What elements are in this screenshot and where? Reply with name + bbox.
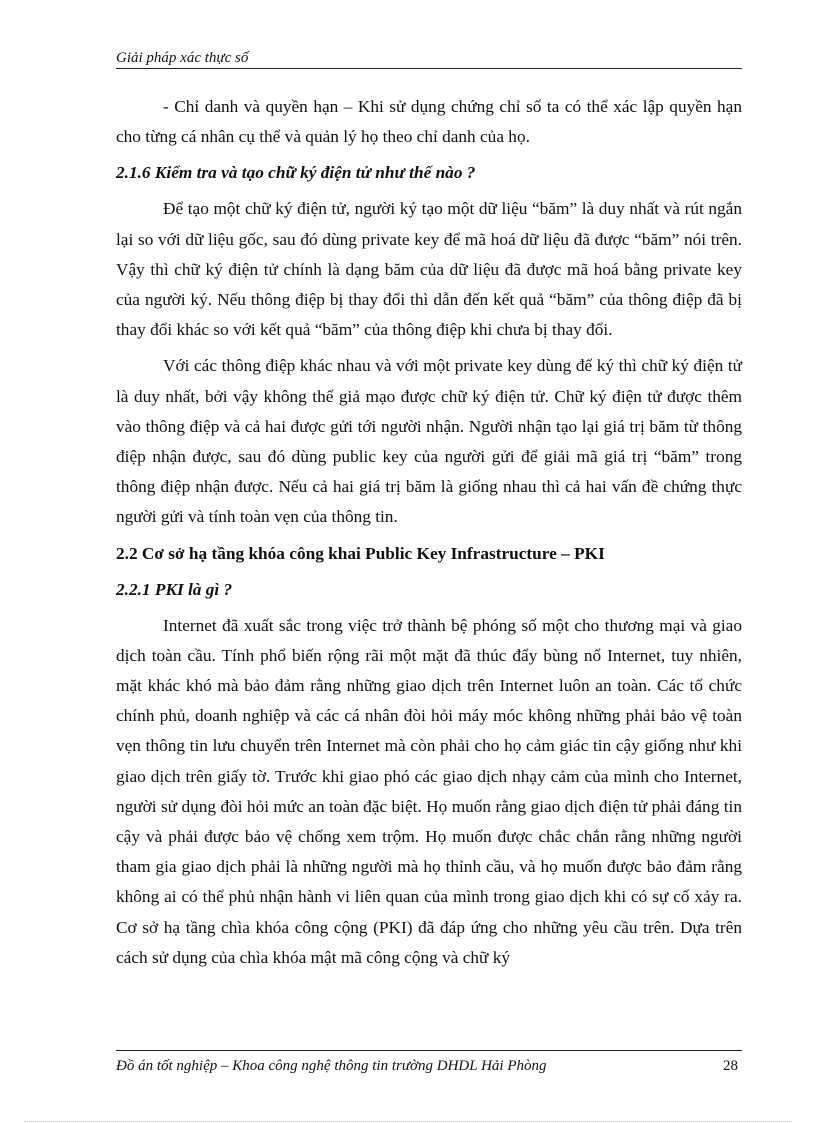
paragraph-create-signature: Để tạo một chữ ký điện tử, người ký tạo một dữ liệu “băm” là duy nhất và rút ngắn lại so với dữ liệu gốc, sau đó dùng private key để mã hoá dữ liệu đã được “băm” nói trên. Vậy thì chữ ký điện tử chính là dạng băm của dữ liệu đã được mã hoá bằng private key của người ký. Nếu thông điệp bị thay đổi thì dẫn đến kết quả “băm” của thông điệp đã bị thay đổi khác so với kết quả “băm” của thông điệp khi chưa bị thay đổi. <box>116 199 742 340</box>
paragraph-designation-rights: - Chỉ danh và quyền hạn – Khi sử dụng chứng chỉ số ta có thể xác lập quyền hạn cho từng cá nhân cụ thể và quản lý họ theo chỉ danh của họ. <box>116 97 742 147</box>
page-number: 28 <box>723 1058 738 1074</box>
running-footer <box>116 1050 742 1075</box>
heading-2-2-pki: 2.2 Cơ sở hạ tầng khóa công khai Public Key Infrastructure – PKI <box>116 543 605 563</box>
running-header: Giải pháp xác thực số <box>116 49 742 69</box>
heading-2-1-6: 2.1.6 Kiểm tra và tạo chữ ký điện tử như thế nào ? <box>116 163 476 183</box>
heading-2-2-1: 2.2.1 PKI là gì ? <box>116 579 233 599</box>
page-body <box>116 92 742 973</box>
paragraph-verify-signature: Với các thông điệp khác nhau và với một private key dùng để ký thì chữ ký điện tử là duy nhất, bởi vậy không thể giả mạo được chữ ký điện tử. Chữ ký điện tử được thêm vào thông điệp và cả hai được gửi tới người nhận. Người nhận tạo lại giá trị băm từ thông điệp nhận được, sau đó dùng public key của người gửi để giải mã giá trị “băm” trong thông điệp nhận được. Nếu cả hai giá trị băm là giống nhau thì cả hai vấn đề chứng thực người gửi và tính toàn vẹn của thông tin. <box>116 356 742 527</box>
page-bottom-divider <box>24 1121 792 1122</box>
paragraph-internet-pki: Internet đã xuất sắc trong việc trở thành bệ phóng số một cho thương mại và giao dịch toàn cầu. Tính phổ biến rộng rãi một mặt đã thúc đẩy bùng nổ Internet, tuy nhiên, mặt khác khó mà bảo đảm rằng những giao dịch trên Internet luôn an toàn. Các tổ chức chính phủ, doanh nghiệp và các cá nhân đòi hỏi máy móc không những phải bảo vệ toàn vẹn thông tin lưu chuyển trên Internet mà còn phải cho họ cảm giác tin cậy giống như khi giao dịch trên giấy tờ. Trước khi giao phó các giao dịch nhạy cảm của mình cho Internet, người sử dụng đòi hỏi mức an toàn đặc biệt. Họ muốn rằng giao dịch điện tử phải đáng tin cậy và phải được bảo vệ chống xem trộm. Họ muốn được chắc chắn rằng những người tham gia giao dịch phải là những người mà họ thỉnh cầu, và họ muốn được bảo đảm rằng không ai có thể phủ nhận hành vi liên quan của mình trong giao dịch khi có sự cố xảy ra. Cơ sở hạ tầng chìa khóa công cộng (PKI) đã đáp ứng cho những yêu cầu trên. Dựa trên cách sử dụng của chìa khóa mật mã công cộng và chữ ký <box>116 615 742 967</box>
footer-text: Đồ án tốt nghiệp – Khoa công nghệ thông tin trường DHDL Hải Phòng <box>116 1058 547 1074</box>
